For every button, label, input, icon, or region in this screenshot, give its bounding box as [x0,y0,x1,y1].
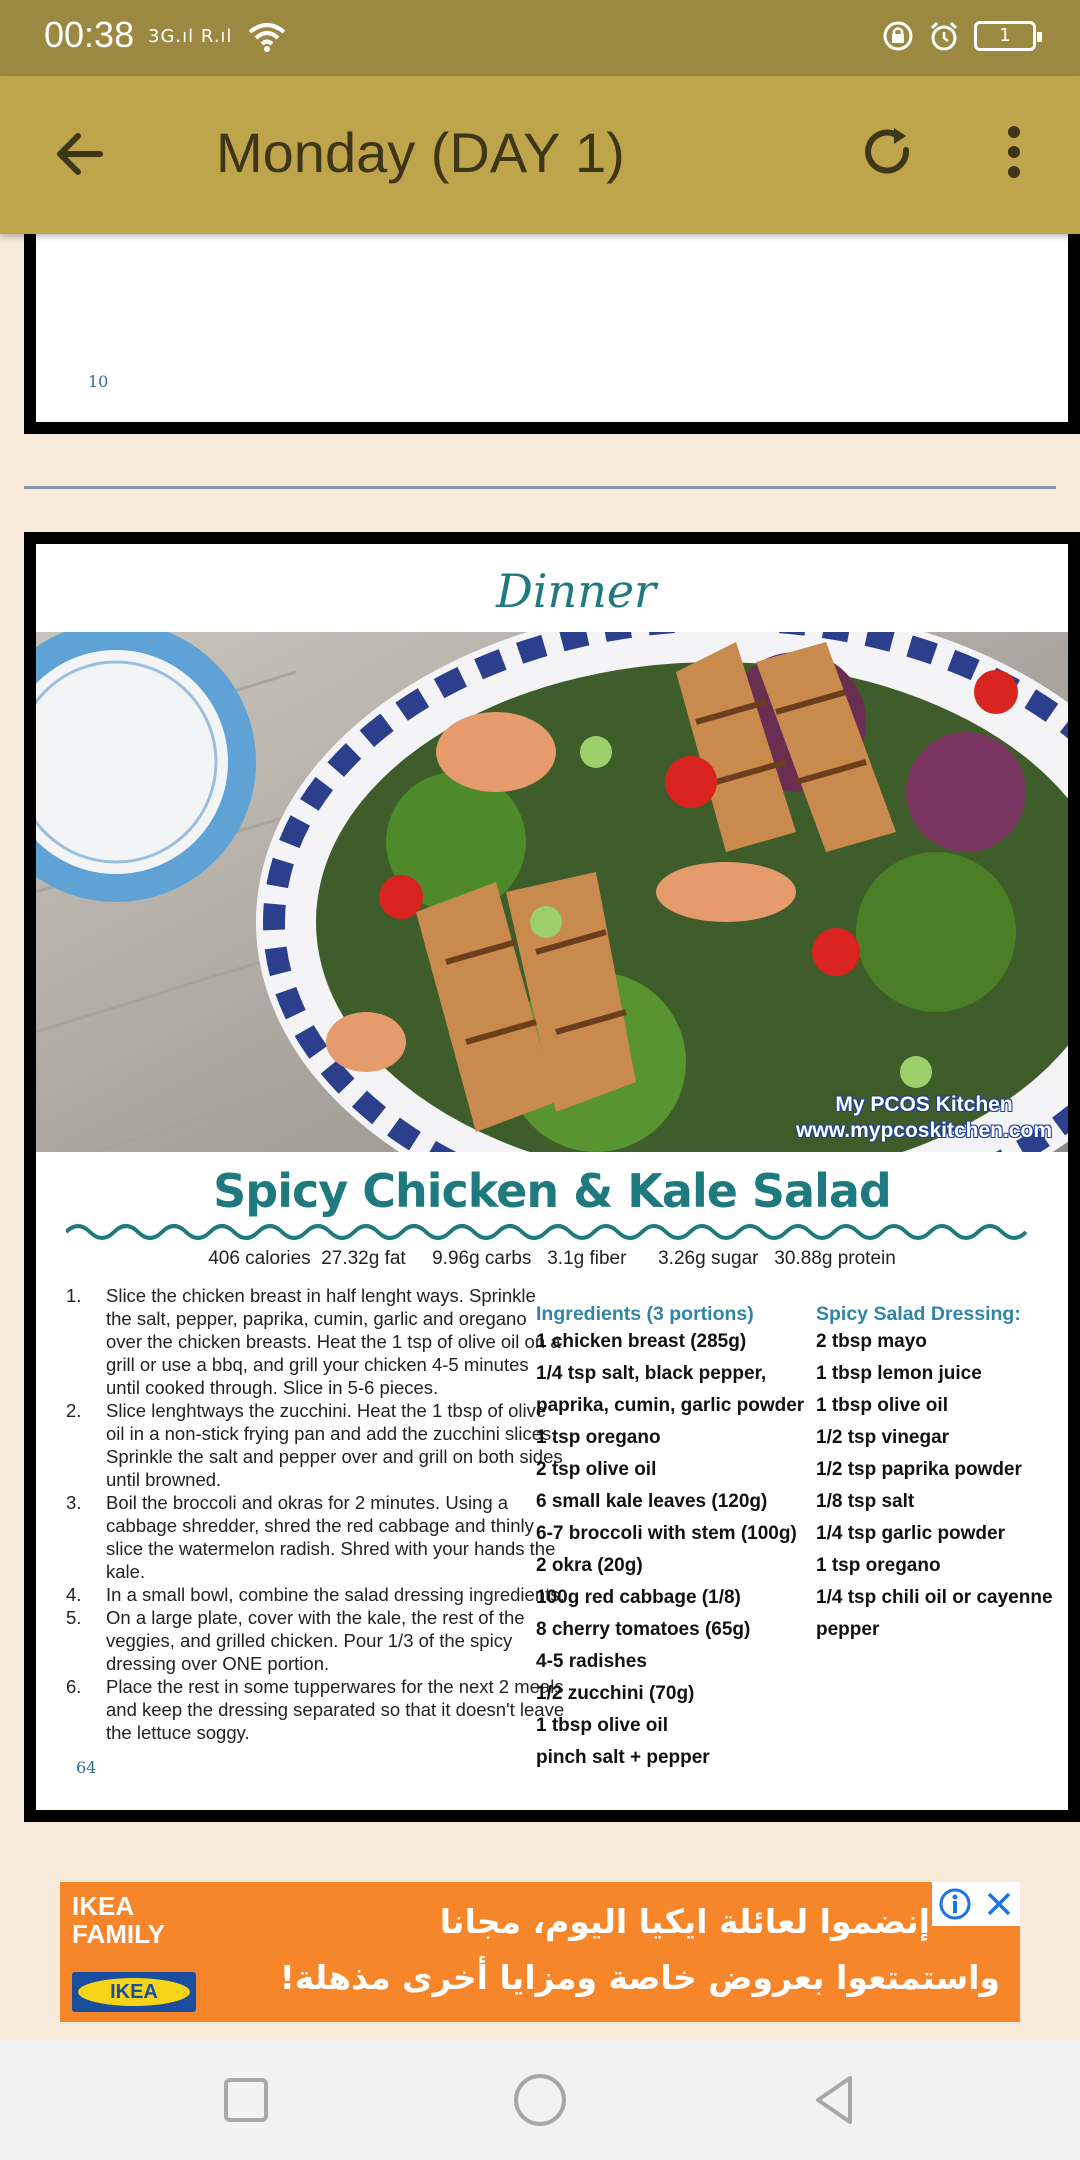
previous-page [24,234,1080,434]
wave-divider [66,1220,1030,1244]
dressing-list [816,1298,1066,1646]
ingredient-item: 6-7 broccoli with stem (100g) [536,1523,797,1544]
document-viewer[interactable] [0,234,1080,1856]
ingredient-item: 6 small kale leaves (120g) [536,1491,768,1512]
back-arrow-icon[interactable] [48,122,112,186]
ingredients-heading: Ingredients (3 portions) [536,1303,754,1325]
dressing-item: 1/2 tsp paprika powder [816,1459,1022,1480]
instruction-step: 1. Slice the chicken breast in half lenght ways. Sprinkle the salt, pepper, paprika, cumin, garlic and oregano over the chicken breasts. Heat the 1 tsp of olive oil on a grill or use a bbq, and grill your chicken 4-5 minutes until cooked through. Slice in 5-6 pieces. [66,1285,561,1398]
close-icon[interactable] [984,1889,1014,1919]
status-time: 00:38 [44,14,135,55]
page-divider [24,486,1056,489]
lock-icon [882,20,914,52]
ingredient-item: 1 tsp oregano [536,1427,661,1448]
dressing-item: 1 tbsp olive oil [816,1395,948,1416]
instruction-step: 2. Slice lenghtways the zucchini. Heat the 1 tbsp of olive oil in a non-stick frying pan and add the zucchini slices. Sprinkle the salt and pepper over and grill on both sides until browned. [66,1400,563,1490]
circle-nav-icon[interactable] [508,2068,572,2132]
dressing-item: 1/2 tsp vinegar [816,1427,950,1448]
page-title: Monday (DAY 1) [216,121,625,184]
recipe-title: Spicy Chicken & Kale Salad [213,1164,891,1218]
ingredient-item: 1/2 zucchini (70g) [536,1683,695,1704]
ad-banner[interactable] [60,1882,1020,2022]
page-number: 64 [76,1758,97,1777]
instruction-step: 3. Boil the broccoli and okras for 2 minutes. Using a cabbage shredder, shred the red cabbage and thinly slice the watermelon radish. Shred with your hands the kale. [66,1492,556,1582]
ingredient-item: 8 cherry tomatoes (65g) [536,1619,751,1640]
dressing-item: 1/8 tsp salt [816,1491,915,1512]
navigation-bar [0,2040,1080,2160]
dressing-item: 1/4 tsp garlic powder [816,1523,1005,1544]
instruction-step: 5. On a large plate, cover with the kale, the rest of the veggies, and grilled chicken. Pour 1/3 of the spicy dressing over ONE portion. [66,1607,525,1674]
alarm-icon [928,20,960,52]
ikea-logo: IKEA [72,1972,196,2012]
ad-brand: IKEA FAMILY [72,1891,165,1949]
battery-indicator: 1 [974,21,1036,51]
info-icon[interactable] [938,1887,972,1921]
ingredient-item: 4-5 radishes [536,1651,647,1672]
ingredient-item: 1 chicken breast (285g) [536,1331,747,1352]
ingredient-item: 1/4 tsp salt, black pepper, paprika, cumin, garlic powder [536,1363,805,1416]
ad-headline: إنضموا لعائلة ايكيا اليوم، مجانا [439,1902,930,1941]
salad-photo [36,632,1068,1152]
refresh-icon[interactable] [856,120,920,184]
meal-heading: Dinner [495,564,657,618]
dressing-item: 2 tbsp mayo [816,1331,927,1352]
ingredient-item: pinch salt + pepper [536,1747,710,1768]
dressing-item: 1 tbsp lemon juice [816,1363,982,1384]
instruction-step: 6. Place the rest in some tupperwares for the next 2 meals and keep the dressing separated so that it doesn't leave the lettuce soggy. [66,1676,565,1743]
instruction-step: 4. In a small bowl, combine the salad dressing ingredients. [66,1584,565,1605]
more-vert-icon[interactable] [992,120,1036,184]
triangle-nav-icon[interactable] [802,2068,866,2132]
nutrition-facts: 406 calories 27.32g fat 9.96g carbs 3.1g fiber 3.26g sugar 30.88g protein [208,1248,896,1269]
status-bar [0,0,1080,76]
ingredient-item: 2 tsp olive oil [536,1459,657,1480]
square-nav-icon[interactable] [214,2068,278,2132]
ingredient-item: 1 tbsp olive oil [536,1715,668,1736]
ad-controls [932,1882,1020,1926]
app-bar [0,76,1080,234]
dressing-item: 1 tsp oregano [816,1555,941,1576]
signal-strength-icon: 3G.ıl R.ıl [148,26,233,47]
page-number: 10 [88,372,109,391]
instruction-list [66,1284,566,1744]
ingredient-item: 2 okra (20g) [536,1555,643,1576]
ad-subline: واستمتعوا بعروض خاصة ومزايا أخرى مذهلة! [279,1958,1000,1997]
watermark: My PCOS Kitchen www.mypcoskitchen.com [796,1093,1052,1142]
ingredient-item: 100g red cabbage (1/8) [536,1587,741,1608]
wifi-icon [248,22,286,54]
recipe-page [24,532,1080,1822]
dressing-item: 1/4 tsp chili oil or cayenne pepper [816,1587,1053,1640]
ingredients-list [536,1298,826,1774]
dressing-heading: Spicy Salad Dressing: [816,1303,1021,1325]
